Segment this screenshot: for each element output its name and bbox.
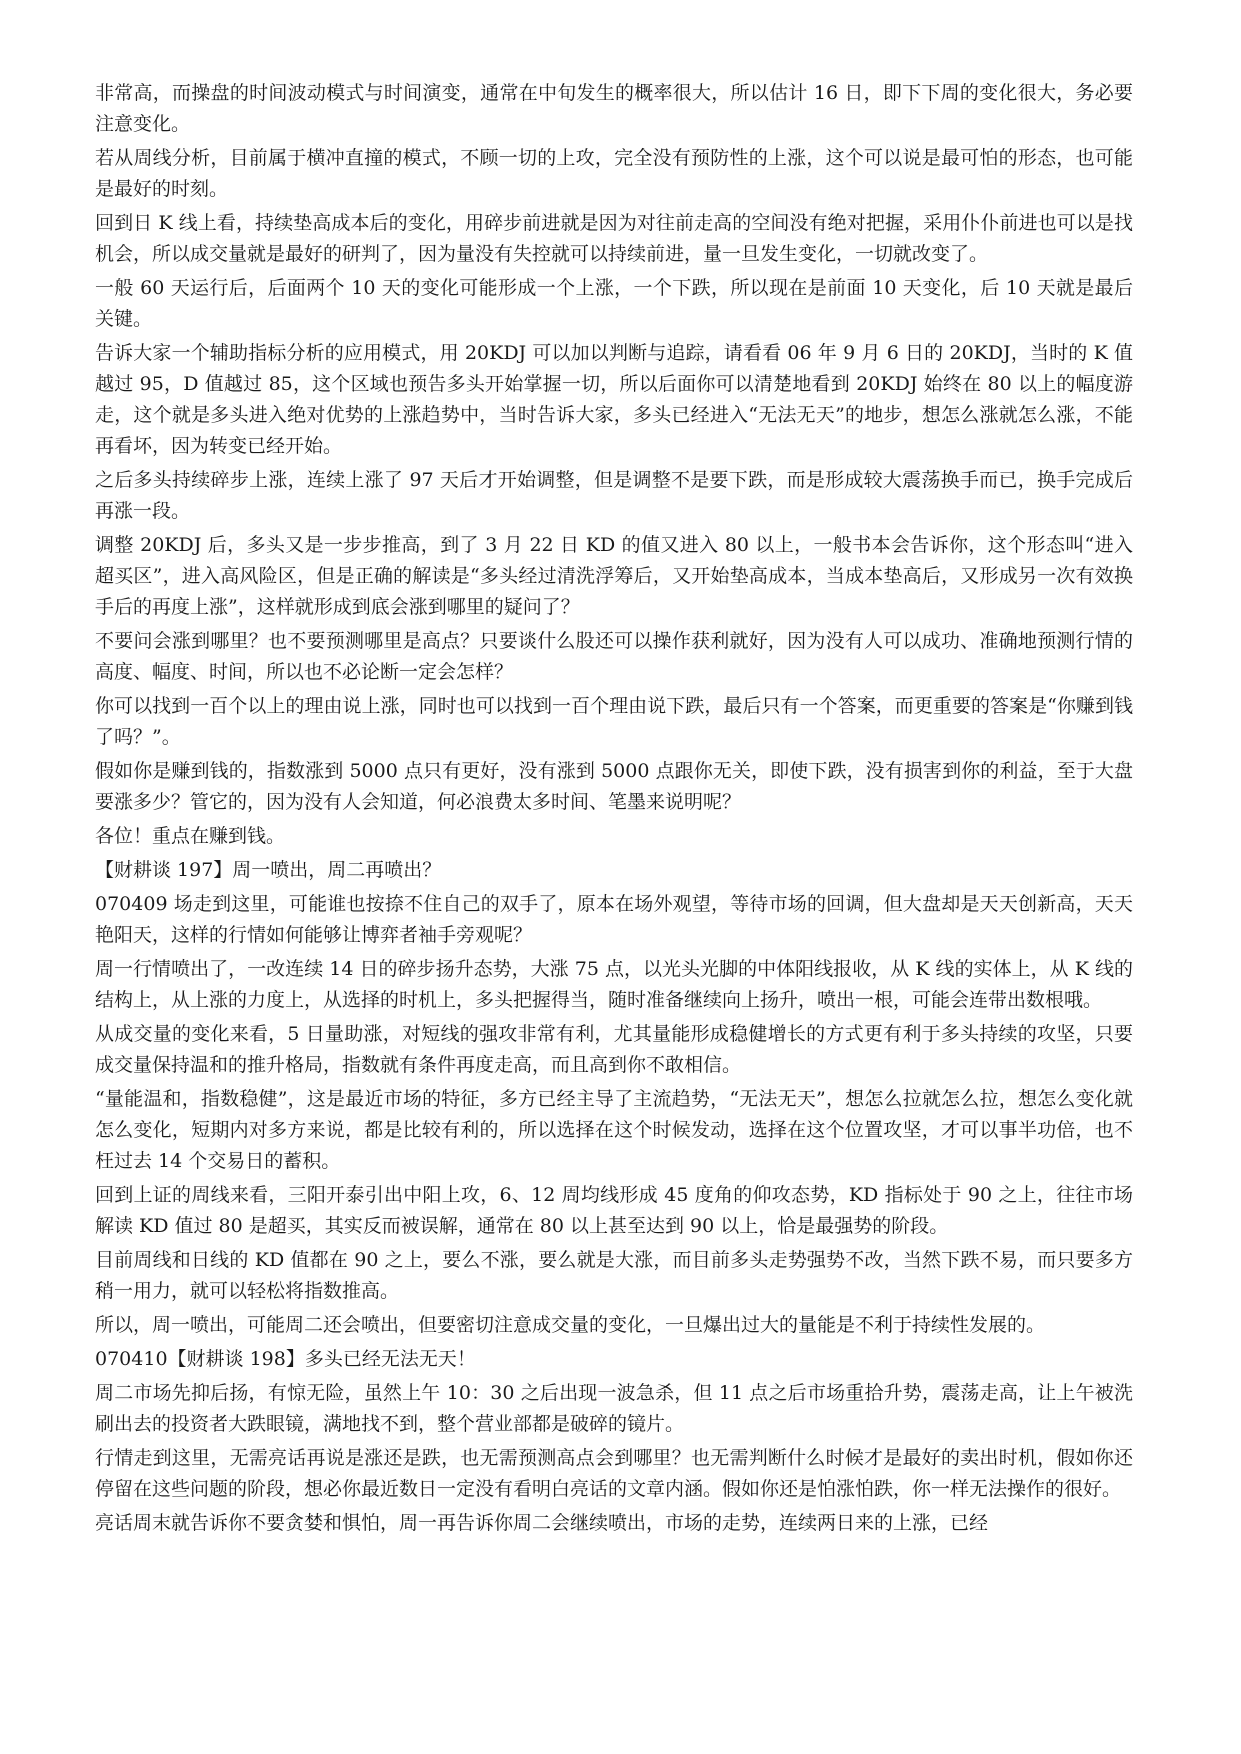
paragraph: 若从周线分析，目前属于横冲直撞的模式，不顾一切的上攻，完全没有预防性的上涨，这个可以说是最可怕的形态，也可能是最好的时刻。 bbox=[95, 147, 1133, 200]
paragraph: 行情走到这里，无需亮话再说是涨还是跌，也无需预测高点会到哪里？也无需判断什么时候才是最好的卖出时机，假如你还停留在这些问题的阶段，想必你最近数日一定没有看明白亮话的文章内涵。假如你还是怕涨怕跌，你一样无法操作的很好。 bbox=[95, 1447, 1133, 1500]
paragraph: 周一行情喷出了，一改连续 14 日的碎步扬升态势，大涨 75 点，以光头光脚的中体阳线报收，从 K 线的实体上，从 K 线的结构上，从上涨的力度上，从选择的时机上，多头把握得当，随时准备继续向上扬升，喷出一根，可能会连带出数根哦。 bbox=[95, 958, 1133, 1011]
paragraph: 周二市场先抑后扬，有惊无险，虽然上午 10：30 之后出现一波急杀，但 11 点之后市场重拾升势，震荡走高，让上午被洗刷出去的投资者大跌眼镜，满地找不到，整个营业部都是破碎的镜片。 bbox=[95, 1382, 1133, 1435]
paragraph: 一般 60 天运行后，后面两个 10 天的变化可能形成一个上涨，一个下跌，所以现在是前面 10 天变化，后 10 天就是最后关键。 bbox=[95, 277, 1133, 330]
paragraph: 你可以找到一百个以上的理由说上涨，同时也可以找到一百个理由说下跌，最后只有一个答案，而更重要的答案是“你赚到钱了吗？”。 bbox=[95, 695, 1133, 748]
paragraph: 所以，周一喷出，可能周二还会喷出，但要密切注意成交量的变化，一旦爆出过大的量能是不利于持续性发展的。 bbox=[95, 1314, 1046, 1336]
paragraph: 告诉大家一个辅助指标分析的应用模式，用 20KDJ 可以加以判断与追踪，请看看 06 年 9 月 6 日的 20KDJ，当时的 K 值越过 95，D 值越过 85，这个区域也预告多头开始掌握一切，所以后面你可以清楚地看到 20KDJ 始终在 80 以上的幅度游走，这个就是多头进入绝对优势的上涨趋势中，当时告诉大家，多头已经进入“无法无天”的地步，想怎么涨就怎么涨，不能再看坏，因为转变已经开始。 bbox=[95, 342, 1133, 457]
paragraph: 调整 20KDJ 后，多头又是一步步推高，到了 3 月 22 日 KD 的值又进入 80 以上，一般书本会告诉你，这个形态叫“进入超买区”，进入高风险区，但是正确的解读是“多头经过清洗浮筹后，又开始垫高成本，当成本垫高后，又形成另一次有效换手后的再度上涨”，这样就形成到底会涨到哪里的疑问了？ bbox=[95, 534, 1133, 618]
paragraph: 回到日 K 线上看，持续垫高成本后的变化，用碎步前进就是因为对往前走高的空间没有绝对把握，采用仆仆前进也可以是找机会，所以成交量就是最好的研判了，因为量没有失控就可以持续前进，量一旦发生变化，一切就改变了。 bbox=[95, 212, 1133, 265]
document-body bbox=[95, 78, 1133, 1542]
paragraph: 不要问会涨到哪里？也不要预测哪里是高点？只要谈什么股还可以操作获利就好，因为没有人可以成功、准确地预测行情的高度、幅度、时间，所以也不必论断一定会怎样？ bbox=[95, 630, 1133, 683]
section-heading: 070410【财耕谈 198】多头已经无法无天！ bbox=[95, 1348, 476, 1370]
paragraph: 各位！重点在赚到钱。 bbox=[95, 825, 286, 847]
paragraph: 假如你是赚到钱的，指数涨到 5000 点只有更好，没有涨到 5000 点跟你无关，即使下跌，没有损害到你的利益，至于大盘要涨多少？管它的，因为没有人会知道，何必浪费太多时间、笔墨来说明呢？ bbox=[95, 760, 1133, 813]
paragraph: 070409 场走到这里，可能谁也按捺不住自己的双手了，原本在场外观望，等待市场的回调，但大盘却是天天创新高，天天艳阳天，这样的行情如何能够让博弈者袖手旁观呢？ bbox=[95, 893, 1133, 946]
paragraph: 目前周线和日线的 KD 值都在 90 之上，要么不涨，要么就是大涨，而目前多头走势强势不改，当然下跌不易，而只要多方稍一用力，就可以轻松将指数推高。 bbox=[95, 1249, 1133, 1302]
paragraph: 亮话周末就告诉你不要贪婪和惧怕，周一再告诉你周二会继续喷出，市场的走势，连续两日来的上涨，已经 bbox=[95, 1512, 989, 1534]
paragraph: 非常高，而操盘的时间波动模式与时间演变，通常在中旬发生的概率很大，所以估计 16 日，即下下周的变化很大，务必要注意变化。 bbox=[95, 82, 1133, 135]
paragraph: “量能温和，指数稳健”，这是最近市场的特征，多方已经主导了主流趋势，“无法无天”，想怎么拉就怎么拉，想怎么变化就怎么变化，短期内对多方来说，都是比较有利的，所以选择在这个时候发动，选择在这个位置攻坚，才可以事半功倍，也不枉过去 14 个交易日的蓄积。 bbox=[95, 1088, 1133, 1172]
paragraph: 回到上证的周线来看，三阳开泰引出中阳上攻，6、12 周均线形成 45 度角的仰攻态势，KD 指标处于 90 之上，往往市场解读 KD 值过 80 是超买，其实反而被误解，通常在 80 以上甚至达到 90 以上，恰是最强势的阶段。 bbox=[95, 1184, 1133, 1237]
section-heading: 【财耕谈 197】周一喷出，周二再喷出？ bbox=[95, 859, 442, 881]
paragraph: 从成交量的变化来看，5 日量助涨，对短线的强攻非常有利，尤其量能形成稳健增长的方式更有利于多头持续的攻坚，只要成交量保持温和的推升格局，指数就有条件再度走高，而且高到你不敢相信。 bbox=[95, 1023, 1133, 1076]
paragraph: 之后多头持续碎步上涨，连续上涨了 97 天后才开始调整，但是调整不是要下跌，而是形成较大震荡换手而已，换手完成后再涨一段。 bbox=[95, 469, 1133, 522]
